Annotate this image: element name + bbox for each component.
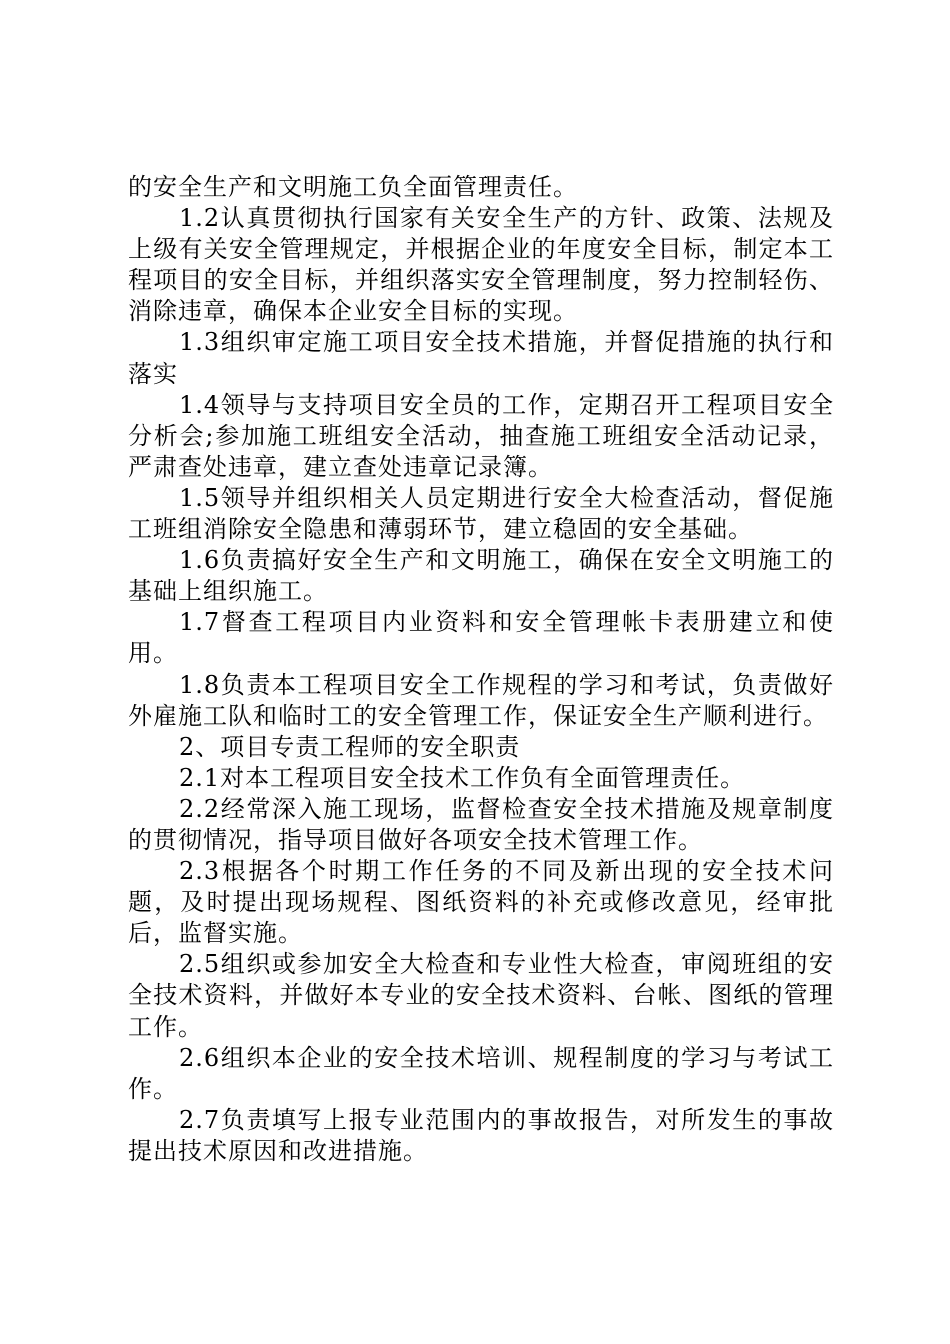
paragraph-1-7: 1.7督查工程项目内业资料和安全管理帐卡表册建立和使用。 <box>128 608 834 668</box>
paragraph-2-2: 2.2经常深入施工现场，监督检查安全技术措施及规章制度的贯彻情况，指导项目做好各项安全技术管理工作。 <box>128 794 834 854</box>
paragraph-2-7: 2.7负责填写上报专业范围内的事故报告，对所发生的事故提出技术原因和改进措施。 <box>128 1105 834 1165</box>
paragraph-1-4: 1.4领导与支持项目安全员的工作，定期召开工程项目安全分析会;参加施工班组安全活动，抽查施工班组安全活动记录，严肃查处违章，建立查处违章记录簿。 <box>128 390 834 481</box>
paragraph-1-6: 1.6负责搞好安全生产和文明施工，确保在安全文明施工的基础上组织施工。 <box>128 546 834 606</box>
paragraph-2-3: 2.3根据各个时期工作任务的不同及新出现的安全技术问题，及时提出现场规程、图纸资料的补充或修改意见，经审批后，监督实施。 <box>128 857 834 948</box>
paragraph-2-5: 2.5组织或参加安全大检查和专业性大检查，审阅班组的安全技术资料，并做好本专业的安全技术资料、台帐、图纸的管理工作。 <box>128 950 834 1041</box>
paragraph-2-1: 2.1对本工程项目安全技术工作负有全面管理责任。 <box>179 763 746 792</box>
paragraph-continuation: 的安全生产和文明施工负全面管理责任。 <box>128 173 578 201</box>
paragraph-1-2: 1.2认真贯彻执行国家有关安全生产的方针、政策、法规及上级有关安全管理规定，并根据企业的年度安全目标，制定本工程项目的安全目标，并组织落实安全管理制度，努力控制轻伤、消除违章，确保本企业安全目标的实现。 <box>128 204 834 326</box>
document-body <box>128 172 834 1167</box>
paragraph-1-8: 1.8负责本工程项目安全工作规程的学习和考试，负责做好外雇施工队和临时工的安全管理工作，保证安全生产顺利进行。 <box>128 670 834 730</box>
paragraph-2-6: 2.6组织本企业的安全技术培训、规程制度的学习与考试工作。 <box>128 1043 834 1103</box>
paragraph-1-3: 1.3组织审定施工项目安全技术措施，并督促措施的执行和落实 <box>128 328 834 388</box>
section-heading-2: 2、项目专责工程师的安全职责 <box>179 732 521 761</box>
paragraph-1-5: 1.5领导并组织相关人员定期进行安全大检查活动，督促施工班组消除安全隐患和薄弱环节，建立稳固的安全基础。 <box>128 483 834 544</box>
